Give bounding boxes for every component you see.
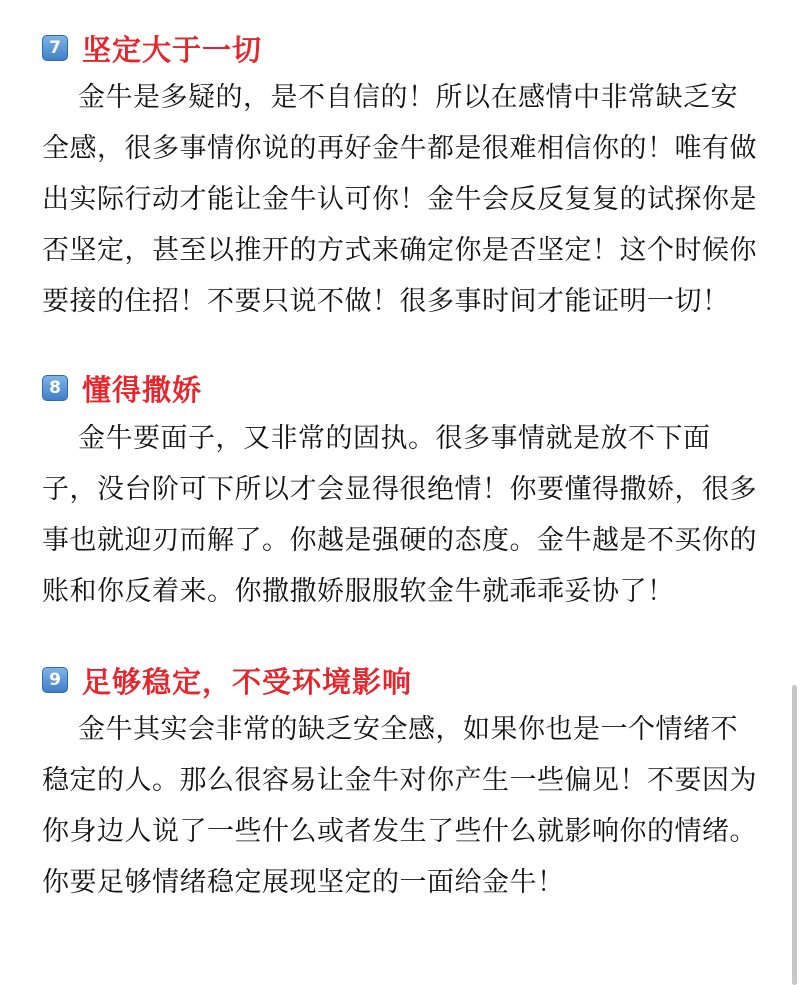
section-heading (42, 660, 412, 700)
section-title: 懂得撒娇 (82, 372, 203, 407)
section-body: 金牛要面子，又非常的固执。很多事情就是放不下面子，没台阶可下所以才会显得很绝情！你要懂得撒娇，很多事也就迎刃而解了。你越是强硬的态度。金牛越是不买你的账和你反着来。你撒撒娇服服软金牛就乖乖妥协了！ (42, 423, 757, 607)
section-heading (42, 368, 202, 408)
section-heading (42, 28, 262, 68)
section-body: 金牛是多疑的，是不自信的！所以在感情中非常缺乏安全感，很多事情你说的再好金牛都是很难相信你的！唯有做出实际行动才能让金牛认可你！金牛会反反复复的试探你是否坚定，甚至以推开的方式来确定你是否坚定！这个时候你要接的住招！不要只说不做！很多事时间才能证明一切！ (42, 82, 757, 317)
section-body: 金牛其实会非常的缺乏安全感，如果你也是一个情绪不稳定的人。那么很容易让金牛对你产生一些偏见！不要因为你身边人说了一些什么或者发生了些什么就影响你的情绪。你要足够情绪稳定展现坚定的一面给金牛！ (42, 714, 757, 898)
section-title: 坚定大于一切 (82, 32, 263, 67)
number-8-badge-icon: 8 (42, 375, 68, 401)
section-title: 足够稳定，不受环境影响 (82, 664, 413, 699)
vertical-scrollbar[interactable] (792, 685, 797, 985)
number-7-badge-icon: 7 (42, 35, 68, 61)
number-9-badge-icon: 9 (42, 667, 68, 693)
